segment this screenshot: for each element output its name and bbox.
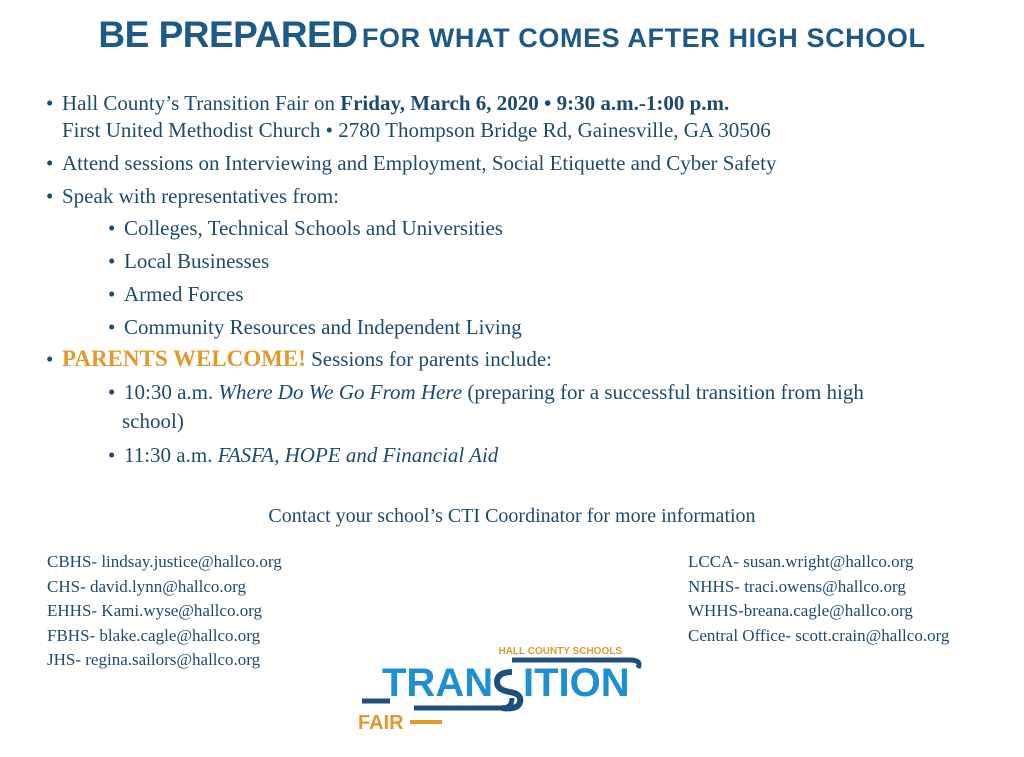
logo-graphic [352,642,642,752]
logo-fair-text: FAIR [358,712,404,734]
bullet-fair: • Hall County’s Transition Fair on Friday, March 6, 2020 • 9:30 a.m.-1:00 p.m. [46,91,730,115]
contact-line: WHHS-breana.cagle@hallco.org [688,601,913,620]
parent-session-cont: school) [122,409,184,433]
contact-line: CHS- david.lynn@hallco.org [47,576,247,596]
parent-session: • 10:30 a.m. Where Do We Go From Here (preparing for a successful transition from high [108,380,864,404]
rep-item: • Armed Forces [108,282,244,306]
fair-date: Friday, March 6, 2020 • 9:30 a.m.-1:00 p.m. [340,91,730,115]
contact-heading: Contact your school’s CTI Coordinator for more information [268,505,756,527]
contact-left-column [47,550,282,673]
logo-word-1: TRAN [382,661,494,705]
logo-top-text: HALL COUNTY SCHOOLS [498,646,622,657]
contact-line: FBHS- blake.cagle@hallco.org [47,625,261,645]
logo-word-2: ITION [523,661,630,705]
contact-line: Central Office- scott.crain@hallco.org [688,625,950,645]
sessions-text: Attend sessions on Interviewing and Employment, Social Etiquette and Cyber Safety [62,151,777,175]
rep-item: • Community Resources and Independent Living [108,315,522,339]
fair-prefix: Hall County’s Transition Fair on [62,91,336,115]
speak-text: Speak with representatives from: [62,184,339,208]
bullet-sessions: • Attend sessions on Interviewing and Employment, Social Etiquette and Cyber Safety [46,151,777,175]
headline-emphasis: BE PREPARED [98,14,358,55]
location-text: First United Methodist Church • 2780 Thompson Bridge Rd, Gainesville, GA 30506 [62,118,771,142]
headline [0,14,1024,56]
parents-rest: Sessions for parents include: [311,347,552,371]
contact-line: LCCA- susan.wright@hallco.org [688,552,914,571]
rep-item: • Colleges, Technical Schools and Universities [108,216,503,240]
headline-rest: FOR WHAT COMES AFTER HIGH SCHOOL [361,23,926,53]
contact-right-column [688,550,949,648]
bullet-parents: • PARENTS WELCOME! Sessions for parents include: [46,346,552,371]
contact-line: EHHS- Kami.wyse@hallco.org [47,601,263,620]
transition-fair-logo [352,642,642,752]
bullet-speak: • Speak with representatives from: [46,184,339,208]
contact-line: JHS- regina.sailors@hallco.org [47,650,261,669]
rep-item: • Local Businesses [108,249,270,273]
contact-line: CBHS- lindsay.justice@hallco.org [47,552,282,571]
parent-session: • 11:30 a.m. FASFA, HOPE and Financial Aid [108,443,499,467]
parents-welcome: PARENTS WELCOME! [62,346,306,371]
fair-location [62,118,771,142]
contact-line: NHHS- traci.owens@hallco.org [688,576,906,596]
